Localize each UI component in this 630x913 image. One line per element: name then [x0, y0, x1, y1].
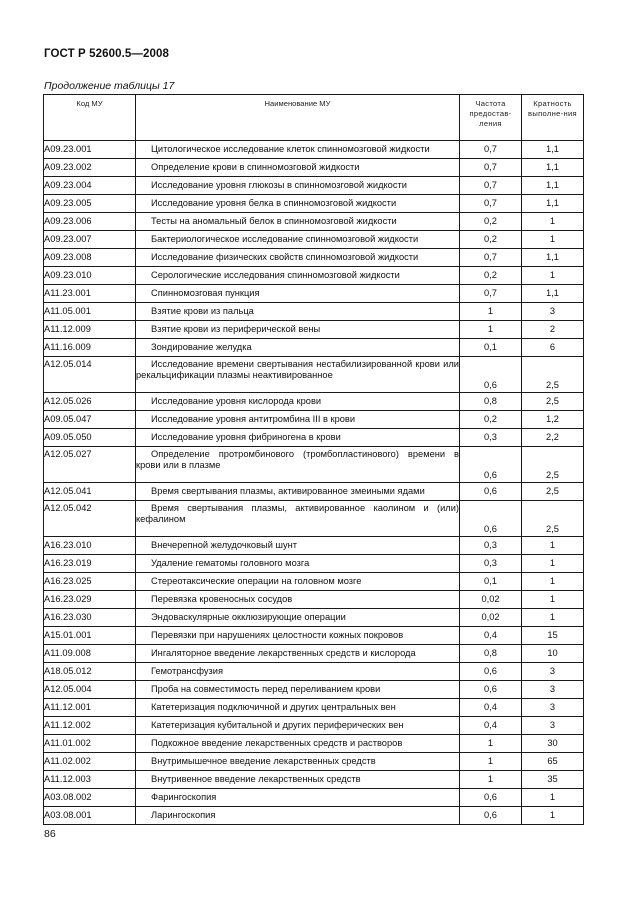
cell-multiplicity: 1,1 [522, 177, 584, 195]
cell-name: Исследование уровня антитромбина III в крови [136, 411, 460, 429]
table-row [44, 501, 584, 537]
cell-multiplicity: 1 [522, 807, 584, 825]
cell-code: А16.23.019 [44, 555, 136, 573]
cell-code: А12.05.014 [44, 357, 136, 393]
cell-name: Перевязка кровеносных сосудов [136, 591, 460, 609]
cell-multiplicity: 15 [522, 627, 584, 645]
cell-code: А03.08.001 [44, 807, 136, 825]
services-table [43, 94, 584, 825]
cell-frequency: 0,4 [460, 699, 522, 717]
cell-name: Серологические исследования спинномозговой жидкости [136, 267, 460, 285]
cell-frequency: 0,6 [460, 681, 522, 699]
cell-code: А09.23.004 [44, 177, 136, 195]
cell-name: Взятие крови из пальца [136, 303, 460, 321]
cell-multiplicity: 1 [522, 789, 584, 807]
cell-multiplicity: 2,5 [522, 393, 584, 411]
cell-code: А16.23.030 [44, 609, 136, 627]
cell-name: Зондирование желудка [136, 339, 460, 357]
table-row [44, 537, 584, 555]
cell-frequency: 0,7 [460, 285, 522, 303]
cell-name: Взятие крови из периферической вены [136, 321, 460, 339]
cell-name: Внутримышечное введение лекарственных средств [136, 753, 460, 771]
cell-name: Бактериологическое исследование спинномозговой жидкости [136, 231, 460, 249]
cell-frequency: 0,6 [460, 807, 522, 825]
table-header-row [44, 95, 584, 141]
cell-multiplicity: 1 [522, 573, 584, 591]
cell-multiplicity: 1 [522, 609, 584, 627]
cell-code: А09.23.002 [44, 159, 136, 177]
cell-code: А12.05.004 [44, 681, 136, 699]
cell-code: А11.12.001 [44, 699, 136, 717]
table-caption: Продолжение таблицы 17 [44, 80, 175, 92]
cell-name: Ларингоскопия [136, 807, 460, 825]
table-row [44, 699, 584, 717]
table-row [44, 717, 584, 735]
cell-code: А09.05.050 [44, 429, 136, 447]
cell-code: А09.23.005 [44, 195, 136, 213]
cell-name: Исследование времени свертывания нестабилизированной крови или рекальцификации плазмы неактивированное [136, 357, 460, 393]
cell-code: А12.05.026 [44, 393, 136, 411]
cell-multiplicity: 2,5 [522, 501, 584, 537]
table-row [44, 429, 584, 447]
cell-multiplicity: 3 [522, 303, 584, 321]
cell-multiplicity: 1,1 [522, 159, 584, 177]
cell-frequency: 0,7 [460, 141, 522, 159]
cell-name: Стереотаксические операции на головном мозге [136, 573, 460, 591]
cell-code: А12.05.041 [44, 483, 136, 501]
cell-frequency: 0,7 [460, 195, 522, 213]
table-row [44, 357, 584, 393]
cell-code: А15.01.001 [44, 627, 136, 645]
cell-code: А09.23.008 [44, 249, 136, 267]
cell-frequency: 0,4 [460, 627, 522, 645]
cell-frequency: 1 [460, 303, 522, 321]
cell-code: А11.09.008 [44, 645, 136, 663]
table-row [44, 807, 584, 825]
cell-multiplicity: 2,5 [522, 357, 584, 393]
cell-multiplicity: 1,1 [522, 195, 584, 213]
cell-name: Исследование уровня глюкозы в спинномозговой жидкости [136, 177, 460, 195]
document-title: ГОСТ Р 52600.5—2008 [44, 48, 169, 60]
column-header-multiplicity: Кратность выполне-ния [522, 95, 584, 141]
cell-name: Эндоваскулярные окклюзирующие операции [136, 609, 460, 627]
cell-name: Внутривенное введение лекарственных средств [136, 771, 460, 789]
table-row [44, 681, 584, 699]
page-number: 86 [44, 828, 56, 840]
cell-name: Гемотрансфузия [136, 663, 460, 681]
cell-name: Время свертывания плазмы, активированное каолином и (или) кефалином [136, 501, 460, 537]
cell-multiplicity: 1,1 [522, 141, 584, 159]
cell-frequency: 0,2 [460, 231, 522, 249]
table-row [44, 555, 584, 573]
cell-name: Удаление гематомы головного мозга [136, 555, 460, 573]
table-row [44, 753, 584, 771]
table-row [44, 249, 584, 267]
cell-code: А12.05.027 [44, 447, 136, 483]
cell-multiplicity: 3 [522, 717, 584, 735]
cell-multiplicity: 1 [522, 213, 584, 231]
cell-code: А11.01.002 [44, 735, 136, 753]
cell-code: А16.23.010 [44, 537, 136, 555]
cell-multiplicity: 3 [522, 699, 584, 717]
cell-frequency: 0,1 [460, 573, 522, 591]
cell-name: Спинномозговая пункция [136, 285, 460, 303]
table-row [44, 591, 584, 609]
cell-name: Катетеризация кубитальной и других периферических вен [136, 717, 460, 735]
cell-multiplicity: 1 [522, 591, 584, 609]
cell-multiplicity: 1,1 [522, 285, 584, 303]
cell-frequency: 0,6 [460, 789, 522, 807]
cell-frequency: 0,7 [460, 249, 522, 267]
cell-name: Катетеризация подключичной и других центральных вен [136, 699, 460, 717]
cell-multiplicity: 2 [522, 321, 584, 339]
cell-code: А11.23.001 [44, 285, 136, 303]
cell-frequency: 0,6 [460, 357, 522, 393]
column-header-frequency: Частота предостав-ления [460, 95, 522, 141]
cell-name: Тесты на аномальный белок в спинномозговой жидкости [136, 213, 460, 231]
cell-name: Время свертывания плазмы, активированное змеиными ядами [136, 483, 460, 501]
cell-frequency: 0,3 [460, 555, 522, 573]
cell-name: Исследование уровня кислорода крови [136, 393, 460, 411]
cell-frequency: 0,6 [460, 483, 522, 501]
cell-multiplicity: 1 [522, 267, 584, 285]
cell-code: А09.05.047 [44, 411, 136, 429]
table-row [44, 303, 584, 321]
cell-name: Исследование уровня фибриногена в крови [136, 429, 460, 447]
cell-code: А12.05.042 [44, 501, 136, 537]
table-row [44, 141, 584, 159]
cell-code: А11.05.001 [44, 303, 136, 321]
table-row [44, 771, 584, 789]
cell-name: Перевязки при нарушениях целостности кожных покровов [136, 627, 460, 645]
table-row [44, 231, 584, 249]
cell-name: Цитологическое исследование клеток спинномозговой жидкости [136, 141, 460, 159]
cell-frequency: 0,7 [460, 177, 522, 195]
table-row [44, 627, 584, 645]
table-row [44, 645, 584, 663]
cell-name: Определение протромбинового (тромбопластинового) времени в крови или в плазме [136, 447, 460, 483]
column-header-name: Наименование МУ [136, 95, 460, 141]
cell-code: А09.23.006 [44, 213, 136, 231]
table-row [44, 573, 584, 591]
cell-code: А09.23.010 [44, 267, 136, 285]
cell-frequency: 0,3 [460, 429, 522, 447]
cell-multiplicity: 2,2 [522, 429, 584, 447]
cell-frequency: 1 [460, 771, 522, 789]
cell-code: А11.12.003 [44, 771, 136, 789]
cell-code: А18.05.012 [44, 663, 136, 681]
cell-code: А03.08.002 [44, 789, 136, 807]
table-row [44, 339, 584, 357]
cell-code: А11.12.002 [44, 717, 136, 735]
cell-name: Внечерепной желудочковый шунт [136, 537, 460, 555]
table-row [44, 447, 584, 483]
cell-code: А11.02.002 [44, 753, 136, 771]
cell-multiplicity: 10 [522, 645, 584, 663]
table-row [44, 483, 584, 501]
cell-frequency: 0,2 [460, 411, 522, 429]
cell-frequency: 1 [460, 321, 522, 339]
cell-frequency: 0,6 [460, 663, 522, 681]
table-row [44, 321, 584, 339]
cell-multiplicity: 1 [522, 555, 584, 573]
cell-code: А09.23.007 [44, 231, 136, 249]
cell-multiplicity: 3 [522, 663, 584, 681]
table-row [44, 735, 584, 753]
cell-multiplicity: 3 [522, 681, 584, 699]
cell-frequency: 0,6 [460, 501, 522, 537]
cell-multiplicity: 65 [522, 753, 584, 771]
cell-multiplicity: 30 [522, 735, 584, 753]
cell-name: Проба на совместимость перед переливанием крови [136, 681, 460, 699]
cell-frequency: 0,8 [460, 645, 522, 663]
cell-multiplicity: 6 [522, 339, 584, 357]
table-row [44, 789, 584, 807]
cell-name: Ингаляторное введение лекарственных средств и кислорода [136, 645, 460, 663]
cell-name: Исследование уровня белка в спинномозговой жидкости [136, 195, 460, 213]
cell-multiplicity: 1,2 [522, 411, 584, 429]
table-body [44, 141, 584, 825]
cell-code: А11.12.009 [44, 321, 136, 339]
cell-name: Определение крови в спинномозговой жидкости [136, 159, 460, 177]
cell-frequency: 0,02 [460, 609, 522, 627]
cell-code: А09.23.001 [44, 141, 136, 159]
cell-frequency: 1 [460, 753, 522, 771]
table-row [44, 663, 584, 681]
table-row [44, 393, 584, 411]
table-row [44, 285, 584, 303]
table-row [44, 267, 584, 285]
cell-frequency: 0,1 [460, 339, 522, 357]
cell-multiplicity: 2,5 [522, 447, 584, 483]
cell-multiplicity: 1 [522, 231, 584, 249]
cell-name: Исследование физических свойств спинномозговой жидкости [136, 249, 460, 267]
table-row [44, 159, 584, 177]
cell-name: Фарингоскопия [136, 789, 460, 807]
cell-multiplicity: 2,5 [522, 483, 584, 501]
cell-frequency: 0,4 [460, 717, 522, 735]
cell-name: Подкожное введение лекарственных средств и растворов [136, 735, 460, 753]
cell-frequency: 0,02 [460, 591, 522, 609]
cell-code: А16.23.029 [44, 591, 136, 609]
cell-frequency: 0,2 [460, 267, 522, 285]
cell-frequency: 0,7 [460, 159, 522, 177]
cell-multiplicity: 35 [522, 771, 584, 789]
cell-frequency: 0,8 [460, 393, 522, 411]
table-row [44, 195, 584, 213]
table-row [44, 213, 584, 231]
cell-multiplicity: 1 [522, 537, 584, 555]
column-header-code: Код МУ [44, 95, 136, 141]
cell-frequency: 0,3 [460, 537, 522, 555]
cell-code: А11.16.009 [44, 339, 136, 357]
cell-multiplicity: 1,1 [522, 249, 584, 267]
table-row [44, 411, 584, 429]
cell-frequency: 0,2 [460, 213, 522, 231]
cell-frequency: 1 [460, 735, 522, 753]
table-row [44, 177, 584, 195]
table-row [44, 609, 584, 627]
cell-code: А16.23.025 [44, 573, 136, 591]
cell-frequency: 0,6 [460, 447, 522, 483]
